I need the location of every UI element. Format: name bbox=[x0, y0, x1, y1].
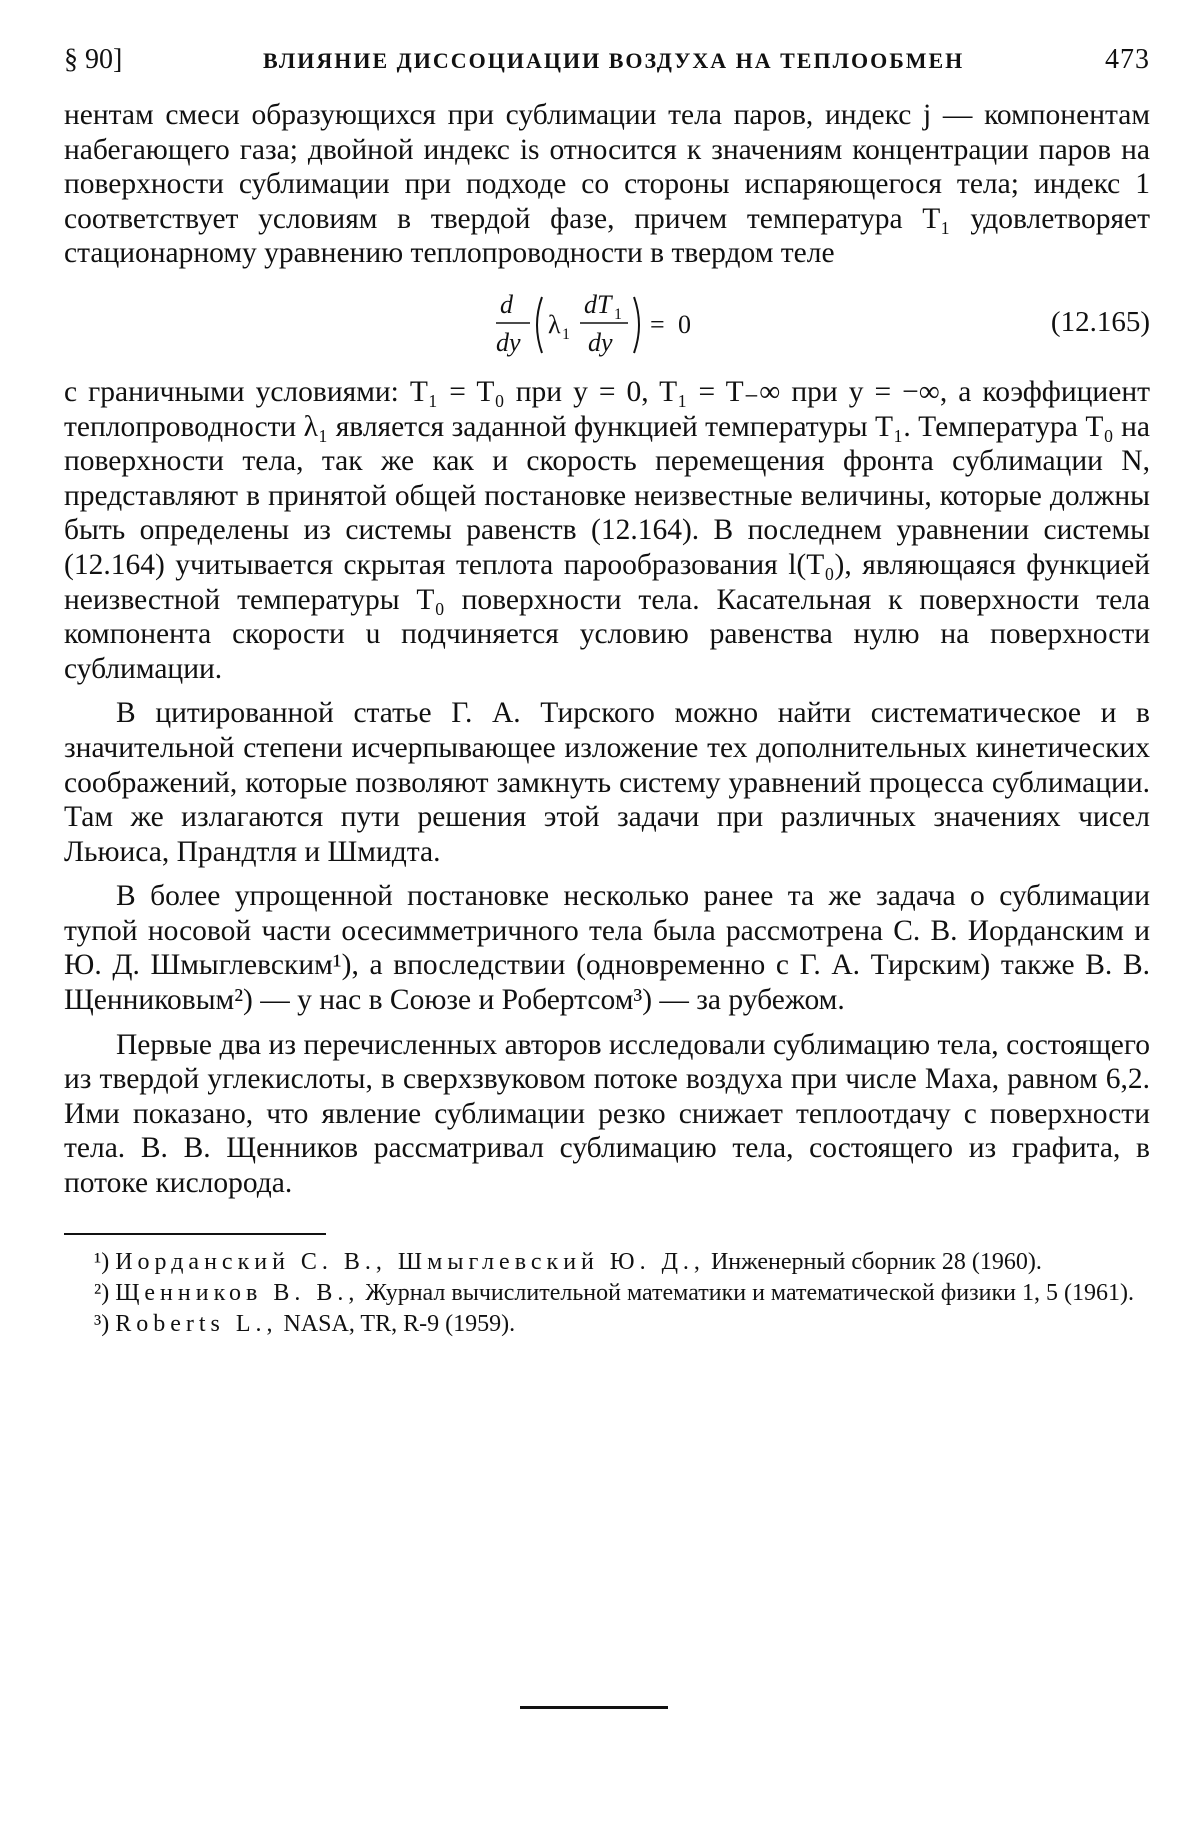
svg-text:1: 1 bbox=[562, 325, 570, 343]
footnotes bbox=[64, 1249, 1150, 1338]
svg-text:1: 1 bbox=[614, 305, 622, 323]
paragraph-4: В более упрощенной постановке несколько ранее та же задача о сублимации тупой носовой части осесимметричного тела была рассмотрена С. В. Иорданским и Ю. Д. Шмыглевским¹), а впоследствии (одновременно с Г. А. Тирским) также В. В. Щенниковым²) — у нас в Союзе и Робертсом³) — за рубежом. bbox=[64, 880, 1150, 1017]
heat-equation-formula bbox=[494, 285, 734, 365]
end-divider bbox=[520, 1706, 668, 1709]
book-page bbox=[64, 44, 1150, 1342]
footnote-marker: ³) bbox=[94, 1310, 110, 1337]
equation-number: (12.165) bbox=[1050, 306, 1150, 339]
svg-text:dT: dT bbox=[584, 289, 612, 319]
page-number: 473 bbox=[1105, 44, 1150, 75]
running-header bbox=[64, 44, 1150, 76]
section-number: § 90] bbox=[64, 44, 123, 75]
footnote-authors: Roberts L., bbox=[115, 1310, 278, 1337]
footnote-2 bbox=[64, 1280, 1150, 1307]
running-title: ВЛИЯНИЕ ДИССОЦИАЦИИ ВОЗДУХА НА ТЕПЛООБМЕН bbox=[263, 48, 965, 73]
svg-text:d: d bbox=[500, 289, 513, 319]
footnote-source: Журнал вычислительной математики и математической физики 1, 5 (1961). bbox=[359, 1279, 1134, 1306]
equation-row bbox=[64, 275, 1150, 371]
paragraph-5: Первые два из перечисленных авторов исследовали сублимацию тела, состоящего из твердой углекислоты, в сверхзвуковом потоке воздуха при числе Маха, равном 6,2. Ими показано, что явление сублимации резко снижает теплоотдачу с поверхности тела. В. В. Щенников рассматривал сублимацию тела, состоящего из графита, в потоке кислорода. bbox=[64, 1028, 1150, 1200]
svg-text:dy: dy bbox=[496, 327, 521, 357]
footnote-marker: ²) bbox=[94, 1279, 110, 1306]
footnote-1 bbox=[64, 1249, 1150, 1276]
footnote-source: NASA, TR, R-9 (1959). bbox=[277, 1310, 516, 1337]
footnote-authors: Иорданский С. В., Шмыглевский Ю. Д., bbox=[115, 1248, 705, 1275]
footnote-3 bbox=[64, 1311, 1150, 1338]
svg-text:0: 0 bbox=[678, 309, 691, 339]
paragraph-1: нентам смеси образующихся при сублимации тела паров, индекс j — компонентам набегающего газа; двойной индекс is относится к значениям концентрации паров на поверхности сублимации при подходе со стороны испаряющегося тела; индекс 1 соответствует условиям в твердой фазе, причем температура T₁ удовлетворяет стационарному уравнению теплопроводности в твердом теле bbox=[64, 99, 1150, 270]
footnote-divider bbox=[64, 1233, 326, 1235]
svg-text:=: = bbox=[650, 309, 665, 339]
svg-text:λ: λ bbox=[548, 309, 561, 339]
footnote-authors: Щенников В. В., bbox=[115, 1279, 360, 1306]
paragraph-2: с граничными условиями: T₁ = T₀ при y = 0, T₁ = T₋∞ при y = −∞, а коэффициент теплопроводности λ₁ является заданной функцией температуры T₁. Температура T₀ на поверхности тела, так же как и скорость перемещения фронта сублимации N, представляют в принятой общей постановке неизвестные величины, которые должны быть определены из системы равенств (12.164). В последнем уравнении системы (12.164) учитывается скрытая теплота парообразования l(T₀), являющаяся функцией неизвестной температуры T₀ поверхности тела. Касательная к поверхности тела компонента скорости u подчиняется условию равенства нулю на поверхности сублимации. bbox=[64, 375, 1150, 685]
footnote-source: Инженерный сборник 28 (1960). bbox=[704, 1248, 1042, 1275]
svg-text:dy: dy bbox=[588, 327, 613, 357]
paragraph-3: В цитированной статье Г. А. Тирского можно найти систематическое и в значительной степени исчерпывающее изложение тех дополнительных кинетических соображений, которые позволяют замкнуть систему уравнений процесса сублимации. Там же излагаются пути решения этой задачи при различных значениях чисел Льюиса, Прандтля и Шмидта. bbox=[64, 697, 1150, 868]
footnote-marker: ¹) bbox=[94, 1248, 110, 1275]
